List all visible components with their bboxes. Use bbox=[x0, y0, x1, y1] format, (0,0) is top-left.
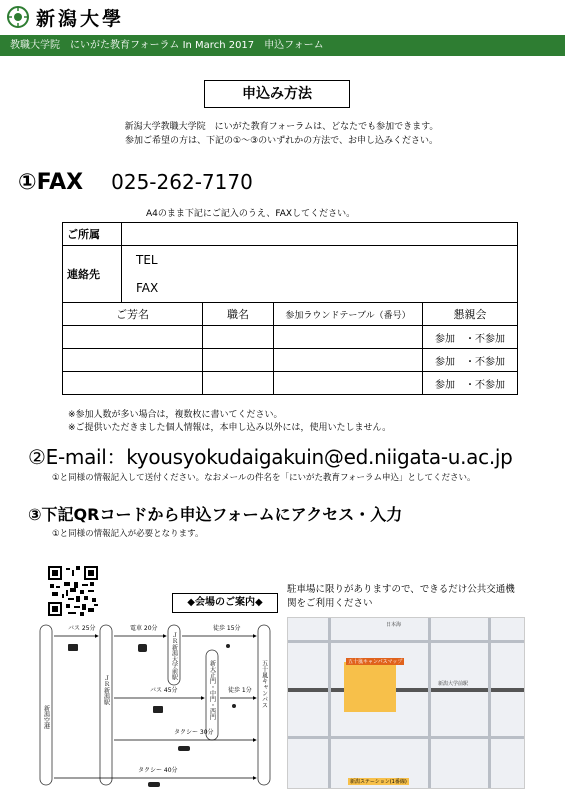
fax-heading bbox=[18, 170, 253, 195]
train-icon bbox=[138, 644, 147, 652]
route-bus25: バス 25分 bbox=[68, 625, 96, 632]
university-logo bbox=[6, 4, 124, 30]
col-name: ご芳名 bbox=[63, 303, 203, 326]
route-walk1: 徒歩 1分 bbox=[228, 687, 252, 694]
tel-label: TEL bbox=[136, 253, 158, 267]
map-venue-name: 五十嵐キャンパスマップ bbox=[348, 659, 403, 665]
logo-text: 新潟大學 bbox=[36, 7, 125, 30]
intro-line-2: 参加ご希望の方は、下記の①～③のいずれかの方法で、お申し込みください。 bbox=[125, 136, 438, 146]
email-heading[interactable]: ②E-mail：kyousyokudaigakuin@ed.niigata-u.ac.jp bbox=[28, 445, 513, 469]
route-bus45: バス 45分 bbox=[150, 687, 178, 694]
venue-block bbox=[344, 662, 396, 712]
event-banner: 教職大学院 にいがた教育フォーラム In March 2017 申込フォーム bbox=[0, 35, 565, 56]
page-title: 申込み方法 bbox=[204, 80, 350, 108]
route-gate-label: 新大正門・中門・西門 bbox=[208, 660, 216, 720]
route-taxi40: タクシー 40分 bbox=[138, 767, 178, 774]
route-taxi30: タクシー 30分 bbox=[174, 729, 214, 736]
route-walk15: 徒歩 15分 bbox=[213, 625, 241, 632]
roundtable-field-1[interactable] bbox=[274, 326, 423, 349]
map-sea-label: 日本海 bbox=[386, 622, 402, 628]
title-field-2[interactable] bbox=[203, 349, 274, 372]
col-party: 懇親会 bbox=[423, 303, 518, 326]
fax-number: 025-262-7170 bbox=[111, 170, 253, 194]
intro-text bbox=[89, 120, 474, 148]
party-option-3[interactable]: 参加 ・不参加 bbox=[423, 372, 518, 395]
venue-guide-label: ◆会場のご案内◆ bbox=[172, 593, 278, 613]
contact-label: 連絡先 bbox=[63, 246, 122, 303]
qr-note: ①と同様の情報記入が必要となります。 bbox=[52, 529, 204, 539]
party-option-2[interactable]: 参加 ・不参加 bbox=[423, 349, 518, 372]
emblem-icon bbox=[6, 5, 30, 29]
intro-line-1: 新潟大学教職大学院 にいがた教育フォーラムは、どなたでも参加できます。 bbox=[124, 122, 439, 132]
title-field-3[interactable] bbox=[203, 372, 274, 395]
qr-code-icon[interactable] bbox=[48, 566, 98, 616]
affiliation-label: ご所属 bbox=[63, 223, 122, 246]
route-diagram bbox=[38, 620, 278, 790]
roundtable-field-3[interactable] bbox=[274, 372, 423, 395]
taxi-icon bbox=[178, 746, 190, 751]
route-jr-niigata-label: ＪＲ新潟駅 bbox=[102, 675, 110, 705]
fax-field[interactable] bbox=[122, 274, 518, 303]
col-roundtable: 参加ラウンドテーブル（番号） bbox=[274, 303, 423, 326]
tel-field[interactable] bbox=[122, 246, 518, 275]
roundtable-field-2[interactable] bbox=[274, 349, 423, 372]
fax-note: A4のまま下記にご記入のうえ、FAXしてください。 bbox=[146, 209, 356, 219]
bus-icon-2 bbox=[153, 706, 163, 713]
route-train20: 電車 20分 bbox=[130, 625, 158, 632]
taxi-icon-2 bbox=[148, 782, 160, 787]
route-campus-label: 五十嵐キャンパス bbox=[260, 660, 268, 708]
walk-icon-2 bbox=[232, 704, 236, 708]
campus-map bbox=[287, 617, 525, 789]
title-field-1[interactable] bbox=[203, 326, 274, 349]
qr-heading: ③下記QRコードから申込フォームにアクセス・入力 bbox=[28, 505, 403, 524]
col-title: 職名 bbox=[203, 303, 274, 326]
route-daigakumae-label: ＪＲ新潟大学前駅 bbox=[170, 632, 178, 680]
walk-icon bbox=[226, 644, 230, 648]
party-option-1[interactable]: 参加 ・不参加 bbox=[423, 326, 518, 349]
email-note: ①と同様の情報記入して送付ください。なおメールの件名を「にいがた教育フォーラム申込」としてください。 bbox=[52, 473, 476, 483]
affiliation-field[interactable] bbox=[122, 223, 518, 246]
fax-heading-label: ①FAX bbox=[18, 170, 84, 195]
parking-note: 駐車場に限りがありますので、できるだけ公共交通機関をご利用ください bbox=[287, 584, 515, 609]
name-field-3[interactable] bbox=[63, 372, 203, 395]
map-station-label: 新潟ステーション(1番線) bbox=[350, 779, 407, 785]
map-station-name: 新潟大学前駅 bbox=[438, 681, 469, 687]
route-airport-label: 新潟空港 bbox=[42, 705, 50, 729]
form-notes bbox=[68, 409, 391, 435]
application-form bbox=[62, 222, 518, 395]
name-field-2[interactable] bbox=[63, 349, 203, 372]
note-2: ※ご提供いただきました個人情報は，本申し込み以外には，使用いたしません。 bbox=[68, 423, 392, 433]
fax-label: FAX bbox=[136, 281, 159, 295]
jr-niigata-node bbox=[100, 625, 112, 785]
name-field-1[interactable] bbox=[63, 326, 203, 349]
bus-icon bbox=[68, 644, 78, 651]
note-1: ※参加人数が多い場合は，複数枚に書いてください。 bbox=[68, 410, 283, 420]
